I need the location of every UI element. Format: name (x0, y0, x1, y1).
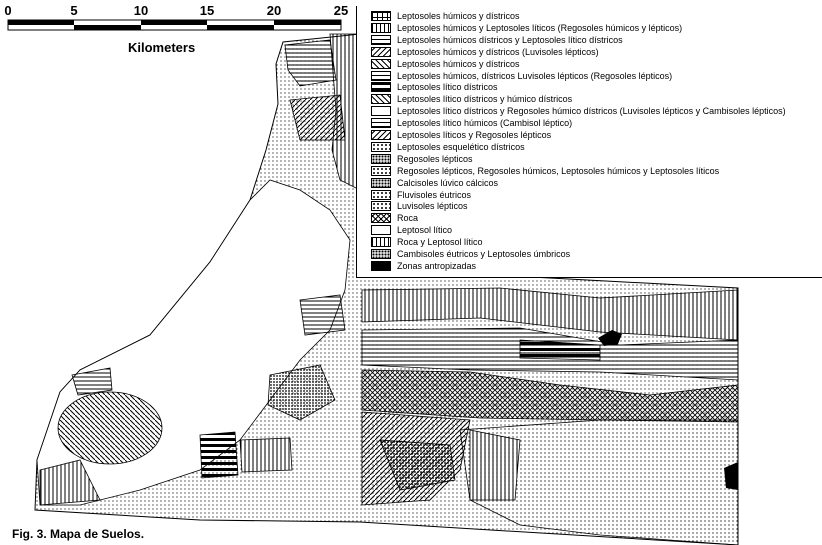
legend-item (371, 81, 498, 93)
legend-swatch (371, 23, 391, 33)
legend-swatch (371, 130, 391, 140)
legend-item (371, 46, 599, 58)
legend-swatch (371, 249, 391, 259)
legend-label: Leptosoles lítico dístricos y húmico dístricos (397, 94, 573, 105)
scale-tick-label: 20 (266, 3, 282, 18)
legend-label: Leptosoles húmicos y dístricos (Luvisoles lépticos) (397, 46, 599, 57)
legend-item (371, 200, 468, 212)
legend-label: Luvisoles lépticos (397, 201, 468, 212)
legend-swatch (371, 190, 391, 200)
legend-swatch (371, 11, 391, 21)
legend (356, 6, 822, 278)
legend-label: Leptosoles esquelético dístricos (397, 141, 525, 152)
legend-label: Leptosoles lítico húmicos (Cambisol léptico) (397, 118, 573, 129)
legend-label: Leptosoles lítico dístricos (397, 82, 498, 93)
scale-tick-label: 15 (199, 3, 215, 18)
legend-label: Regosoles lépticos, Regosoles húmicos, Leptosoles húmicos y Leptosoles líticos (397, 165, 720, 176)
legend-item (371, 212, 418, 224)
legend-item (371, 165, 719, 177)
legend-swatch (371, 71, 391, 81)
map-unit-west-lens (58, 392, 162, 464)
legend-item (371, 105, 786, 117)
legend-swatch (371, 94, 391, 104)
map-unit-center-vlines (240, 438, 292, 472)
legend-label: Leptosoles húmicos, dístricos Luvisoles lépticos (Regosoles lépticos) (397, 70, 673, 81)
legend-label: Leptosoles húmicos dístricos y Leptosoles lítico dístricos (397, 34, 623, 45)
legend-item (371, 177, 498, 189)
legend-swatch (371, 154, 391, 164)
legend-item (371, 224, 452, 236)
legend-swatch (371, 142, 391, 152)
legend-item (371, 236, 483, 248)
legend-label: Cambisoles éutricos y Leptosoles úmbricos (397, 249, 571, 259)
legend-item (371, 10, 520, 22)
map-unit-east-vlines-2 (470, 430, 520, 500)
legend-swatch (371, 82, 391, 92)
legend-item (371, 260, 476, 272)
scale-tick-label: 5 (70, 3, 78, 18)
scale-bar-graphic (0, 0, 360, 40)
scale-tick-label: 25 (333, 3, 349, 18)
legend-item (371, 153, 473, 165)
scale-tick-label: 10 (133, 3, 149, 18)
legend-swatch (371, 261, 391, 271)
scale-bar (0, 0, 360, 62)
legend-item (371, 22, 682, 34)
figure-caption: Fig. 3. Mapa de Suelos. (12, 527, 145, 541)
map-unit-center-hlines (300, 295, 345, 335)
legend-swatch (371, 166, 391, 176)
legend-label: Fluvisoles éutricos (397, 189, 472, 200)
map-unit-north-hatch (290, 95, 345, 140)
legend-swatch (371, 59, 391, 69)
legend-item (371, 189, 471, 201)
legend-swatch (371, 118, 391, 128)
legend-label: Roca (397, 213, 419, 224)
scale-tick-label: 0 (4, 3, 12, 18)
legend-label: Leptosoles húmicos y Leptosoles líticos (Regosoles húmicos y lépticos) (397, 22, 683, 33)
legend-label: Leptosoles húmicos y dístricos (397, 11, 520, 21)
legend-label: Leptosoles húmicos y dístricos (397, 58, 520, 69)
legend-item (371, 34, 623, 46)
legend-label: Leptosol lítico (397, 225, 453, 236)
scale-units-label: Kilometers (128, 40, 196, 55)
legend-label: Roca y Leptosol lítico (397, 237, 483, 248)
legend-item (371, 93, 572, 105)
legend-label: Zonas antropizadas (397, 260, 477, 271)
legend-label: Leptosoles líticos y Regosoles lépticos (397, 130, 552, 140)
legend-swatch (371, 201, 391, 211)
legend-item (371, 248, 570, 260)
legend-swatch (371, 237, 391, 247)
legend-label: Regosoles lépticos (397, 153, 473, 164)
map-unit-center-thick (200, 432, 238, 478)
legend-label: Calcisoles lúvico cálcicos (397, 177, 499, 188)
legend-item (371, 117, 572, 129)
legend-swatch (371, 106, 391, 116)
legend-swatch (371, 35, 391, 45)
legend-swatch (371, 178, 391, 188)
legend-swatch (371, 213, 391, 223)
legend-swatch (371, 225, 391, 235)
legend-item (371, 141, 525, 153)
legend-item (371, 129, 551, 141)
legend-item (371, 70, 672, 82)
legend-label: Leptosoles lítico dístricos y Regosoles húmico dístricos (Luvisoles lépticos y Cambisoles lépticos) (397, 106, 786, 117)
legend-swatch (371, 47, 391, 57)
legend-item (371, 58, 520, 70)
